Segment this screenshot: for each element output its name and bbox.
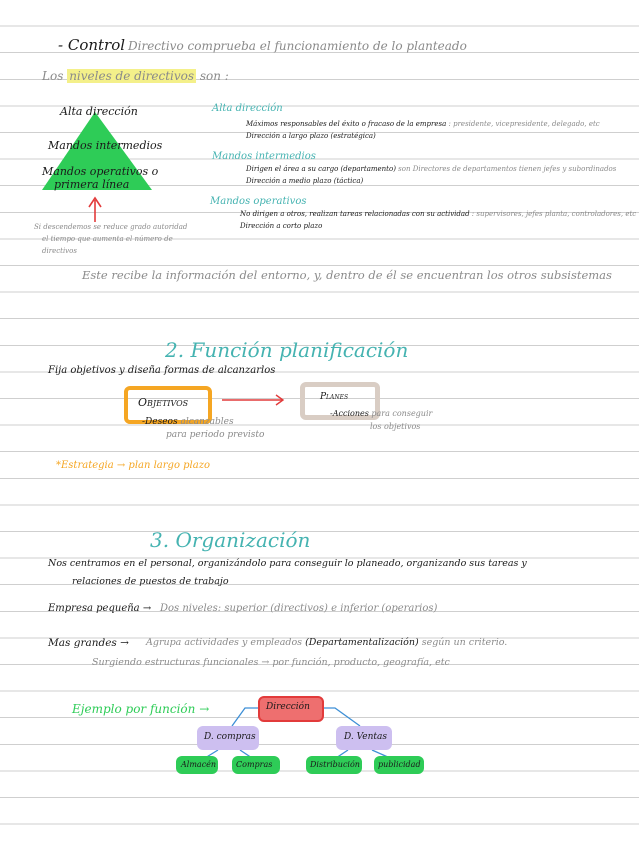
- section-3-intro-2: relaciones de puestos de trabajo: [72, 576, 229, 587]
- org-leaf-publicidad-label: publicidad: [378, 760, 421, 769]
- level-title-operativos: Mandos operativos: [210, 196, 307, 207]
- objetivos-desc-2: para periodo previsto: [166, 430, 265, 440]
- pyramid-label-bottom-2: primera línea: [54, 178, 130, 191]
- levels-intro-highlight: niveles de directivos: [69, 69, 195, 83]
- section-3-intro-1: Nos centramos en el personal, organizándolo para conseguir lo planeado, organizando sus tareas y: [48, 558, 527, 569]
- pyramid-label-mid: Mandos intermedios: [48, 139, 163, 152]
- section-3-title: 3. Organización: [150, 528, 311, 552]
- level-desc-alta-1-gray: : presidente, vicepresidente, delegado, etc: [448, 120, 600, 128]
- big-company-desc-gray-1: Agrupa actividades y empleados: [146, 637, 303, 648]
- org-node-ventas-label: D. Ventas: [344, 732, 388, 742]
- objetivos-desc-gray-1: alcanzables: [180, 417, 234, 427]
- level-desc-operativos-2: Dirección a corto plazo: [240, 222, 323, 230]
- big-company-desc-2: Surgiendo estructuras funcionales → por función, producto, geografía, etc: [92, 657, 450, 668]
- level-desc-alta-2: Dirección a largo plazo (estratégica): [246, 132, 376, 140]
- connector-root-left: [232, 708, 258, 726]
- level-title-alta: Alta dirección: [212, 103, 283, 114]
- level-desc-intermedios-1-dark: Dirigen el área a su cargo (departamento): [246, 165, 396, 173]
- connector-root-right: [322, 708, 360, 726]
- planes-desc-2: los objetivos: [370, 422, 421, 431]
- small-company-label: Empresa pequeña →: [48, 603, 152, 614]
- big-company-desc-gray-2: según un criterio.: [421, 637, 508, 648]
- small-company-desc: Dos niveles: superior (directivos) e inferior (operarios): [160, 603, 438, 614]
- pyramid-label-top: Alta dirección: [60, 105, 138, 118]
- control-term: - Control: [58, 36, 126, 54]
- level-title-intermedios: Mandos intermedios: [212, 151, 316, 162]
- planes-label: Planes: [320, 392, 349, 402]
- levels-intro-pre: Los: [42, 69, 64, 83]
- planes-desc-gray-1: para conseguir: [371, 409, 433, 418]
- org-node-root-label: Dirección: [266, 702, 310, 712]
- level-desc-operativos-1-gray: : supervisores, jefes planta, controladores, etc: [471, 210, 637, 218]
- levels-intro-post: son :: [199, 69, 229, 83]
- org-leaf-almacen-label: Almacén: [181, 760, 217, 769]
- pyramid-label-bottom-1: Mandos operativos o: [42, 165, 159, 178]
- org-leaf-distribucion-label: Distribución: [310, 760, 360, 769]
- control-description: Directivo comprueba el funcionamiento de lo planteado: [128, 39, 467, 53]
- org-node-compras-label: D. compras: [204, 732, 256, 742]
- big-company-label: Mas grandes →: [48, 637, 129, 649]
- pyramid-note-1: Si descendemos se reduce grado autoridad: [34, 223, 188, 231]
- objetivos-label: Objetivos: [138, 396, 189, 409]
- org-leaf-compras-label: Compras: [236, 760, 273, 769]
- big-company-desc-dark: (Departamentalización): [305, 637, 419, 648]
- level-desc-intermedios-1-gray: son Directores de departamentos tienen jefes y subordinados: [398, 165, 617, 173]
- level-desc-alta-1-dark: Máximos responsables del éxito o fracaso de la empresa: [246, 120, 447, 128]
- section-2-intro: Fija objetivos y diseña formas de alcanzarlos: [48, 365, 276, 376]
- objetivos-desc-dark: -Deseos: [142, 417, 178, 427]
- planes-desc-dark: -Acciones: [330, 409, 369, 418]
- environment-note: Este recibe la información del entorno, y, dentro de él se encuentran los otros subsistemas: [82, 268, 612, 282]
- section-2-title: 2. Función planificación: [165, 338, 409, 362]
- strategy-note: *Estrategia → plan largo plazo: [56, 460, 210, 471]
- level-desc-intermedios-2: Dirección a medio plazo (táctica): [246, 177, 364, 185]
- level-desc-operativos-1-dark: No dirigen a otros, realizan tareas relacionadas con su actividad: [240, 210, 470, 218]
- pyramid-note-2: el tiempo que aumenta el número de: [42, 235, 173, 243]
- example-label: Ejemplo por función →: [72, 702, 210, 716]
- pyramid-note-3: directivos: [42, 247, 77, 255]
